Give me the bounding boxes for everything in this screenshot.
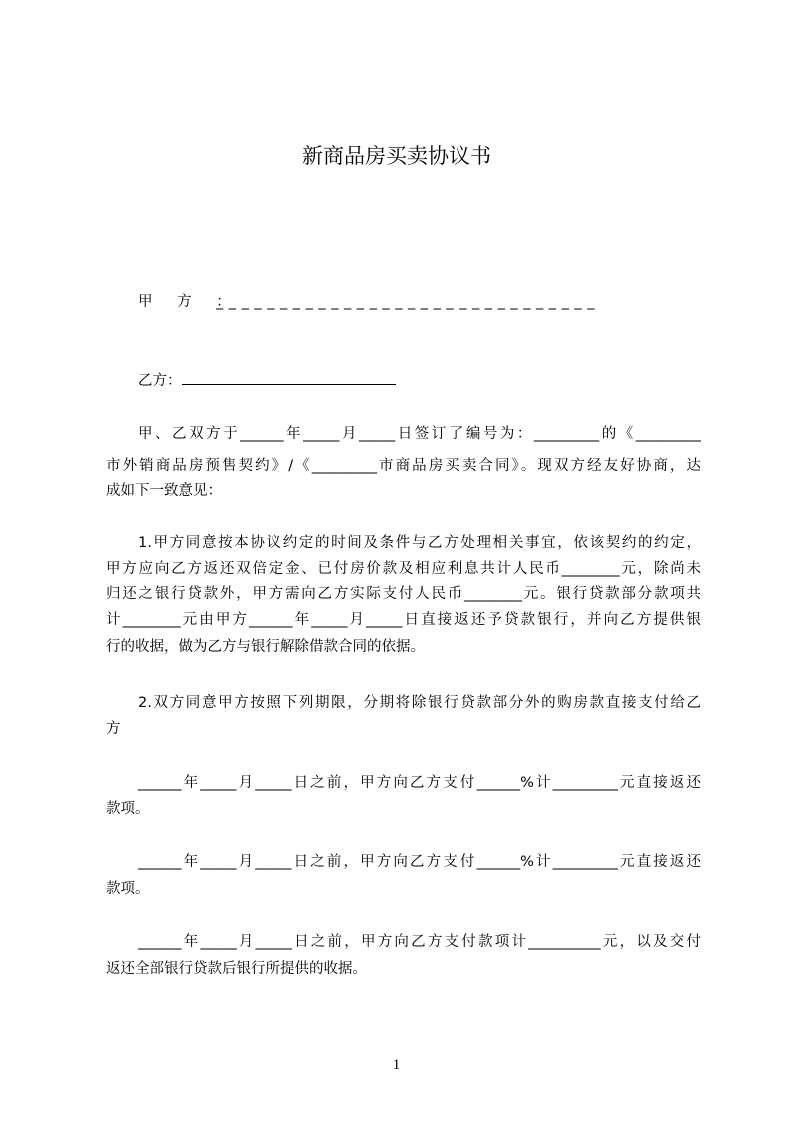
- installment1-line-2: 款项。: [106, 801, 150, 817]
- installment2-line-2: 款项。: [106, 881, 150, 897]
- clause2-line-2: 方: [106, 721, 121, 737]
- installment2-line-1: ______年_____月_____日之前，甲方向乙方支付______%计_________元直接返还: [138, 854, 701, 870]
- clause1-line-5: 行的收据，做为乙方与银行解除借款合同的依据。: [106, 639, 425, 655]
- party-a-label: 甲 方 ：: [138, 294, 241, 310]
- intro-line-2: 市外销商品房预售契约》/《_________市商品房买卖合同》。现双方经友好协商，达: [106, 458, 701, 474]
- party-b-blank: [182, 368, 396, 385]
- installment1-line-1: ______年_____月_____日之前，甲方向乙方支付______%计_________元直接返还: [138, 775, 701, 791]
- party-b-line: [138, 368, 396, 394]
- clause1-line-3: 归还之银行贷款外，甲方需向乙方实际支付人民币________元。银行贷款部分款项共: [106, 586, 701, 602]
- clause1-line-2: 甲方应向乙方返还双倍定金、已付房价款及相应利息共计人民币________元，除尚未: [106, 561, 701, 577]
- clause1-line-4: 计________元由甲方______年_____月_____日直接返还予贷款银行，并向乙方提供银: [106, 612, 701, 628]
- intro-line-1: 甲、乙双方于______年_____月_____日签订了编号为：_________的《_________: [138, 426, 701, 442]
- document-title: 新商品房买卖协议书: [302, 144, 491, 168]
- clause1-line-1: 1.甲方同意按本协议约定的时间及条件与乙方处理相关事宜，依该契约的约定，: [138, 535, 701, 551]
- party-a-blank: ______________________________: [216, 294, 600, 310]
- intro-line-3: 成如下一致意见：: [106, 483, 222, 499]
- party-b-label: 乙方：: [138, 373, 182, 389]
- installment3-line-1: ______年_____月_____日之前，甲方向乙方支付款项计__________元，以及交付: [138, 934, 701, 950]
- installment3-line-2: 返还全部银行贷款后银行所提供的收据。: [106, 961, 367, 977]
- page-number: 1: [392, 1057, 401, 1073]
- clause2-line-1: 2.双方同意甲方按照下列期限，分期将除银行贷款部分外的购房款直接支付给乙: [138, 695, 701, 711]
